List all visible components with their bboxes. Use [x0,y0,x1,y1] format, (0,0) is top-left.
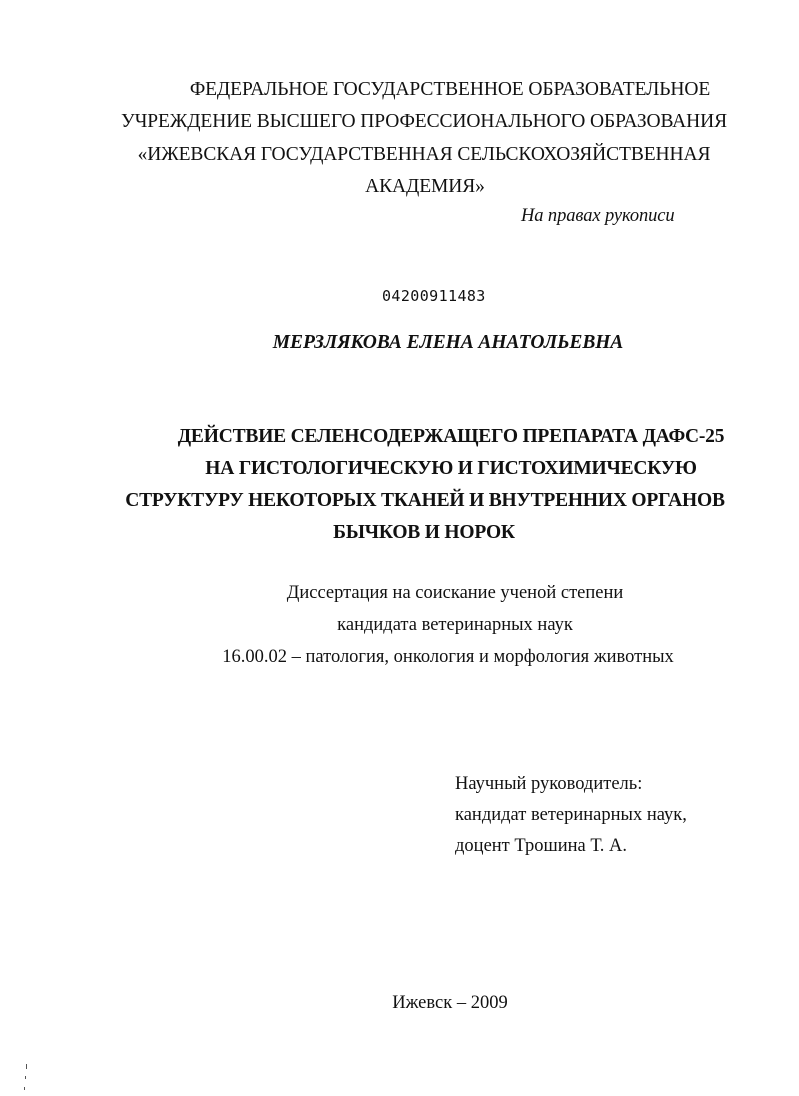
institution-line-2: УЧРЕЖДЕНИЕ ВЫСШЕГО ПРОФЕССИОНАЛЬНОГО ОБРАЗОВАНИЯ [120,111,728,132]
title-line-2: НА ГИСТОЛОГИЧЕСКУЮ И ГИСТОХИМИЧЕСКУЮ [205,458,697,479]
scan-speck [24,1087,25,1090]
supervisor-name: доцент Трошина Т. А. [455,836,628,856]
scan-speck [25,1076,26,1079]
degree-line-1: Диссертация на соискание ученой степени [286,583,624,603]
document-number: 04200911483 [382,287,486,305]
supervisor-degree: кандидат ветеринарных наук, [455,805,687,825]
title-line-3: СТРУКТУРУ НЕКОТОРЫХ ТКАНЕЙ И ВНУТРЕННИХ ОРГАНОВ [125,490,725,511]
city-year: Ижевск – 2009 [392,993,508,1013]
title-line-1: ДЕЙСТВИЕ СЕЛЕНСОДЕРЖАЩЕГО ПРЕПАРАТА ДАФС-25 [177,426,725,447]
institution-line-3: «ИЖЕВСКАЯ ГОСУДАРСТВЕННАЯ СЕЛЬСКОХОЗЯЙСТВЕННАЯ [137,144,711,165]
degree-line-3: 16.00.02 – патология, онкология и морфология животных [222,647,674,667]
manuscript-note: На правах рукописи [521,206,675,226]
author-name: МЕРЗЛЯКОВА ЕЛЕНА АНАТОЛЬЕВНА [272,332,624,353]
supervisor-label: Научный руководитель: [455,774,643,794]
institution-line-4: АКАДЕМИЯ» [365,176,485,197]
institution-line-1: ФЕДЕРАЛЬНОЕ ГОСУДАРСТВЕННОЕ ОБРАЗОВАТЕЛЬНОЕ [189,79,711,100]
scan-speck [26,1064,27,1069]
degree-line-2: кандидата ветеринарных наук [337,615,573,635]
title-line-4: БЫЧКОВ И НОРОК [333,522,515,543]
